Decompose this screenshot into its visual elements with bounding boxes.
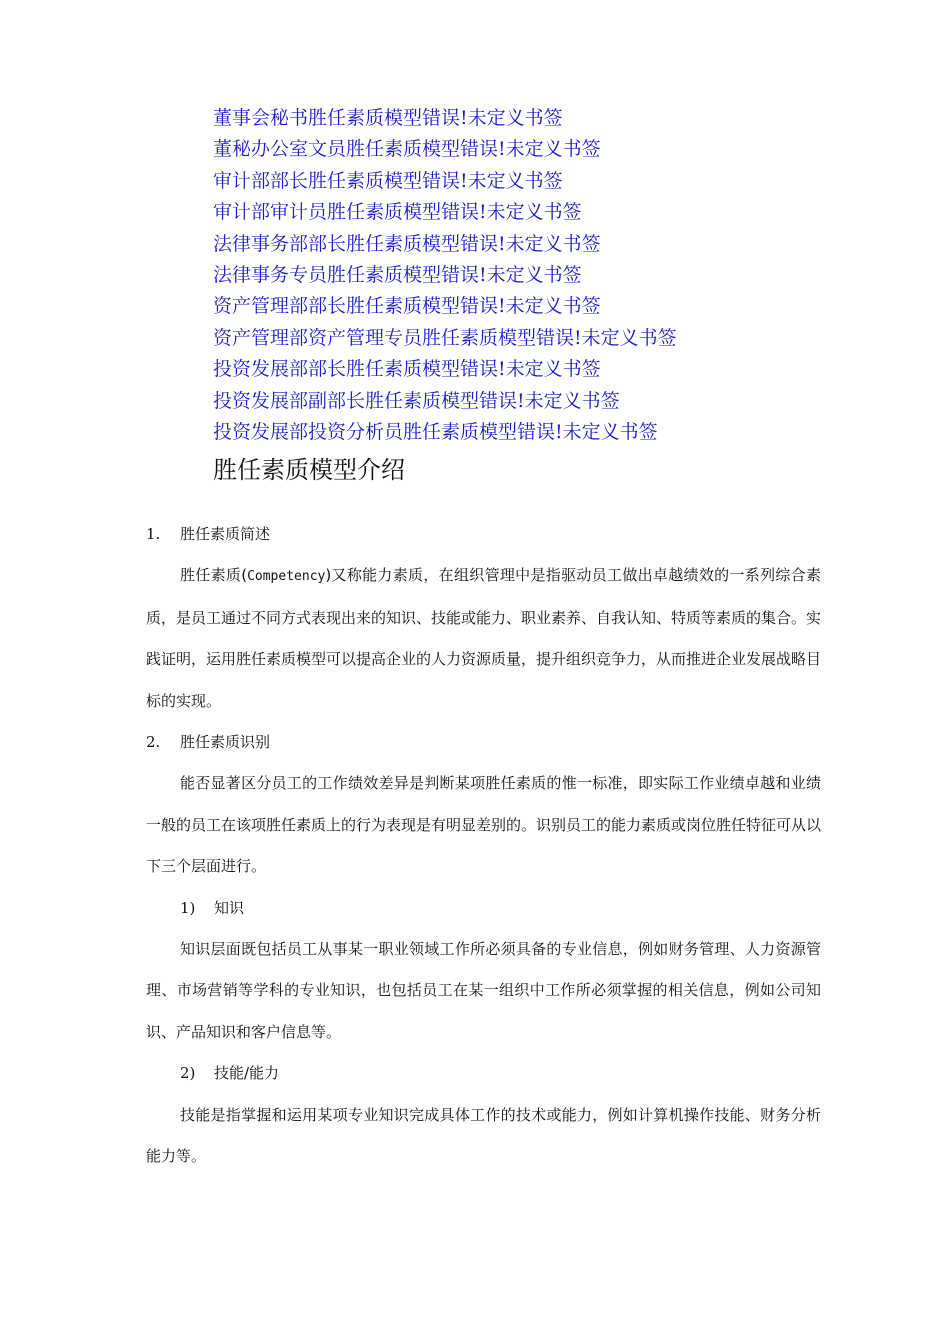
subsection-number: 1) <box>180 898 196 917</box>
section-number: 2. <box>146 733 161 752</box>
paragraph-term: Competency <box>247 569 326 585</box>
toc-entry[interactable] <box>213 386 903 417</box>
toc-entry-title: 审计部审计员胜任素质模型 <box>213 201 442 224</box>
toc-entry[interactable] <box>213 354 903 385</box>
section-heading: 胜任素质模型介绍 <box>213 456 405 484</box>
toc-entry-title: 投资发展部部长胜任素质模型 <box>213 358 461 381</box>
toc-entry-error: 错误!未定义书签 <box>517 420 658 443</box>
paragraph: 能否显著区分员工的工作绩效差异是判断某项胜任素质的惟一标准，即实际工作业绩卓越和业绩一般的员工在该项胜任素质上的行为表现是有明显差别的。识别员工的能力素质或岗位胜任特征可从以下三个层面进行。 <box>146 774 822 876</box>
toc-entry-error: 错误!未定义书签 <box>536 326 677 349</box>
toc-entry-title: 董事会秘书胜任素质模型 <box>213 107 423 129</box>
toc-entry-error: 错误!未定义书签 <box>422 107 563 129</box>
toc-entry[interactable] <box>213 323 903 354</box>
toc-entry-error: 错误!未定义书签 <box>460 138 601 161</box>
paragraph: 技能是指掌握和运用某项专业知识完成具体工作的技术或能力，例如计算机操作技能、财务分析能力等。 <box>146 1105 821 1166</box>
paragraph: 知识层面既包括员工从事某一职业领域工作所必须具备的专业信息，例如财务管理、人力资源管理、市场营销等学科的专业知识，也包括员工在某一组织中工作所必须掌握的相关信息，例如公司知识、产品知识和客户信息等。 <box>146 940 821 1041</box>
toc-entry-error: 错误!未定义书签 <box>441 201 582 224</box>
paragraph <box>146 555 821 722</box>
section-1-header <box>146 514 821 555</box>
paragraph-prefix: 胜任素质( <box>180 566 248 585</box>
subsection-header <box>146 1053 821 1094</box>
toc-entry-title: 法律事务部部长胜任素质模型 <box>213 232 461 255</box>
subsection-number: 2) <box>180 1064 196 1083</box>
toc-entry-error: 错误!未定义书签 <box>441 263 582 286</box>
toc-entry-error: 错误!未定义书签 <box>479 389 620 412</box>
toc-entry-title: 董秘办公室文员胜任素质模型 <box>213 138 461 161</box>
toc-entry[interactable] <box>213 134 903 165</box>
toc-entry-error: 错误!未定义书签 <box>460 232 601 255</box>
subsection-title: 知识 <box>214 898 245 917</box>
paragraph-text: )又称能力素质，在组织管理中是指驱动员工做出卓越绩效的一系列综合素质，是员工通过不同方式表现出来的知识、技能或能力、职业素养、自我认知、特质等素质的集合。实践证明，运用胜任素质模型可以提高企业的人力资源质量，提升组织竞争力，从而推进企业发展战略目标的实现。 <box>146 566 822 710</box>
section-number: 1. <box>146 525 161 543</box>
document-body <box>146 514 821 1177</box>
toc-entry[interactable] <box>213 417 903 448</box>
toc-entry-error: 错误!未定义书签 <box>460 358 601 381</box>
toc-entry-title: 投资发展部副部长胜任素质模型 <box>213 389 480 412</box>
toc-entry[interactable] <box>213 291 903 322</box>
section-title: 胜任素质简述 <box>180 525 271 543</box>
toc-entry-title: 法律事务专员胜任素质模型 <box>213 263 442 286</box>
toc-entry-title: 投资发展部投资分析员胜任素质模型 <box>213 420 518 443</box>
toc-entry-error: 错误!未定义书签 <box>422 169 563 192</box>
toc-entry[interactable] <box>213 260 903 291</box>
toc-entry-error: 错误!未定义书签 <box>460 295 601 318</box>
section-title: 胜任素质识别 <box>180 733 271 752</box>
toc-entry[interactable] <box>213 103 903 134</box>
toc-entry-title: 资产管理部资产管理专员胜任素质模型 <box>213 326 537 349</box>
table-of-contents <box>213 103 903 448</box>
toc-entry[interactable] <box>213 166 903 197</box>
toc-entry-title: 审计部部长胜任素质模型 <box>213 169 423 192</box>
section-2-header <box>146 722 821 763</box>
subsection-header <box>146 888 821 929</box>
subsection-title: 技能/能力 <box>214 1064 280 1083</box>
toc-entry-title: 资产管理部部长胜任素质模型 <box>213 295 461 318</box>
toc-entry[interactable] <box>213 229 903 260</box>
toc-entry[interactable] <box>213 197 903 228</box>
